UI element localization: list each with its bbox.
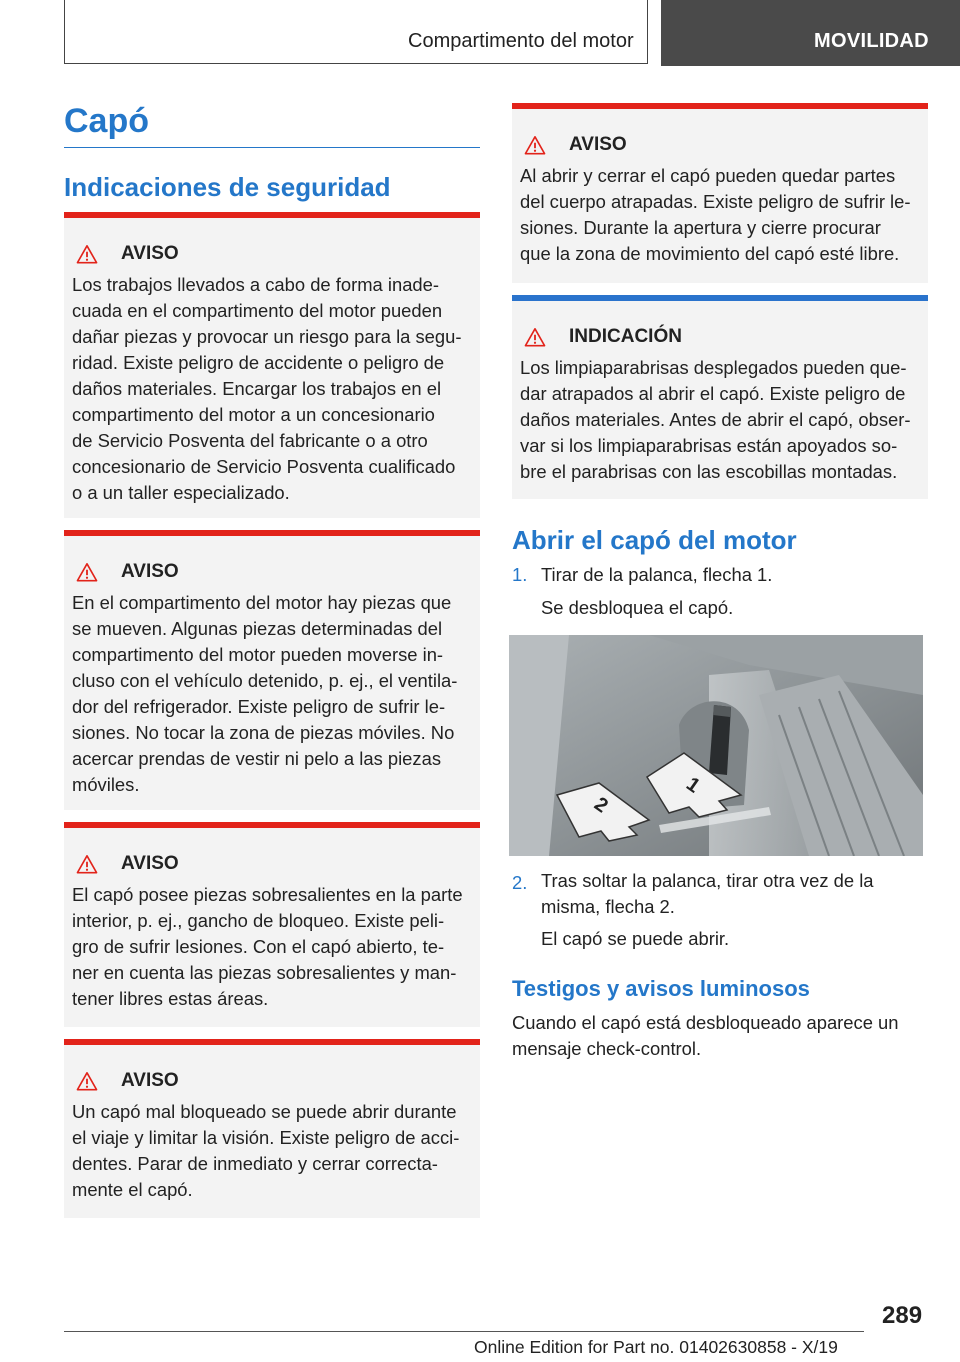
warning-text: Un capó mal bloqueado se puede abrir durante el viaje y limitar la visión. Existe peligro de acci- dentes. Parar de inmediato y cerrar correcta- mente el capó.: [72, 1101, 460, 1200]
warning-triangle-icon: [76, 854, 98, 874]
warning-triangle-icon: [76, 1071, 98, 1091]
note-text: Los limpiaparabrisas desplegados pueden que- dar atrapados al abrir el capó. Existe peligro de daños materiales. Antes de abrir el capó, obser- var si los limpiaparabrisas están apoyados so- bre el parabrisas con las escobillas montadas.: [520, 357, 911, 482]
step-result: El capó se puede abrir.: [541, 928, 730, 949]
warning-box: [64, 1039, 480, 1218]
safety-heading: Indicaciones de seguridad: [64, 172, 391, 202]
warning-text: Al abrir y cerrar el capó pueden quedar partes del cuerpo atrapadas. Existe peligro de sufrir le- siones. Durante la apertura y cierre procurar que la zona de movimiento del capó esté libre.: [520, 165, 911, 264]
warning-text: En el compartimento del motor hay piezas que se mueven. Algunas piezas determinadas del compartimento del motor pueden moverse in- cluso con el vehículo detenido, p. ej., el ventila- dor del refrigerador. Existe peligro de sufrir le- siones. No tocar la zona de piezas móviles. No acercar prendas de vestir ni pelo a las piezas móviles.: [72, 592, 458, 795]
footer-edition: Online Edition for Part no. 01402630858 - X/19: [474, 1337, 838, 1357]
indicators-text: Cuando el capó está desbloqueado aparece un mensaje check-control.: [512, 1012, 899, 1059]
indicators-heading: Testigos y avisos luminosos: [512, 976, 810, 1001]
warning-title: AVISO: [121, 853, 179, 874]
warning-box: [64, 530, 480, 810]
step-number: 2.: [512, 872, 528, 893]
warning-box: [512, 103, 928, 283]
warning-title: AVISO: [121, 561, 179, 582]
hood-release-lever-photo: [509, 635, 923, 856]
footer-divider: [64, 1331, 864, 1332]
warning-triangle-icon: [76, 562, 98, 582]
header-section-title: Compartimento del motor: [408, 30, 634, 52]
arrow-1-label: 1: [682, 773, 704, 798]
note-title: INDICACIÓN: [569, 326, 682, 347]
arrow-2-label: 2: [590, 793, 612, 818]
warning-triangle-icon: [524, 327, 546, 347]
warning-box: [64, 212, 480, 518]
warning-title: AVISO: [121, 1070, 179, 1091]
open-hood-heading: Abrir el capó del motor: [512, 525, 797, 555]
step-text: Tirar de la palanca, flecha 1.: [541, 564, 773, 585]
warning-triangle-icon: [524, 135, 546, 155]
warning-text: Los trabajos llevados a cabo de forma inade- cuada en el compartimento del motor pueden dañar piezas y provocar un riesgo para la segu- ridad. Existe peligro de accidente o peligro de daños materiales. Encargar los trabajos en el compartimento del motor a un concesionario de Servicio Posventa del fabricante o a otro concesionario de Servicio Posventa cualificado o a un taller especializado.: [72, 274, 462, 503]
page-title: Capó: [64, 102, 149, 140]
page-number: 289: [882, 1302, 923, 1329]
warning-text: El capó posee piezas sobresalientes en la parte interior, p. ej., gancho de bloqueo. Existe peli- gro de sufrir lesiones. Con el capó abierto, te- ner en cuenta las piezas sobresalientes y man- tener libres estas áreas.: [72, 884, 463, 1009]
step-result: Se desbloquea el capó.: [541, 597, 734, 618]
warning-box: [64, 822, 480, 1027]
warning-triangle-icon: [76, 244, 98, 264]
note-box: [512, 295, 928, 499]
warning-title: AVISO: [569, 134, 627, 155]
step-number: 1.: [512, 564, 528, 585]
header-chapter-title: MOVILIDAD: [814, 30, 929, 52]
warning-title: AVISO: [121, 243, 179, 264]
step-text: Tras soltar la palanca, tirar otra vez de la misma, flecha 2.: [541, 870, 874, 917]
title-divider: [64, 147, 480, 148]
